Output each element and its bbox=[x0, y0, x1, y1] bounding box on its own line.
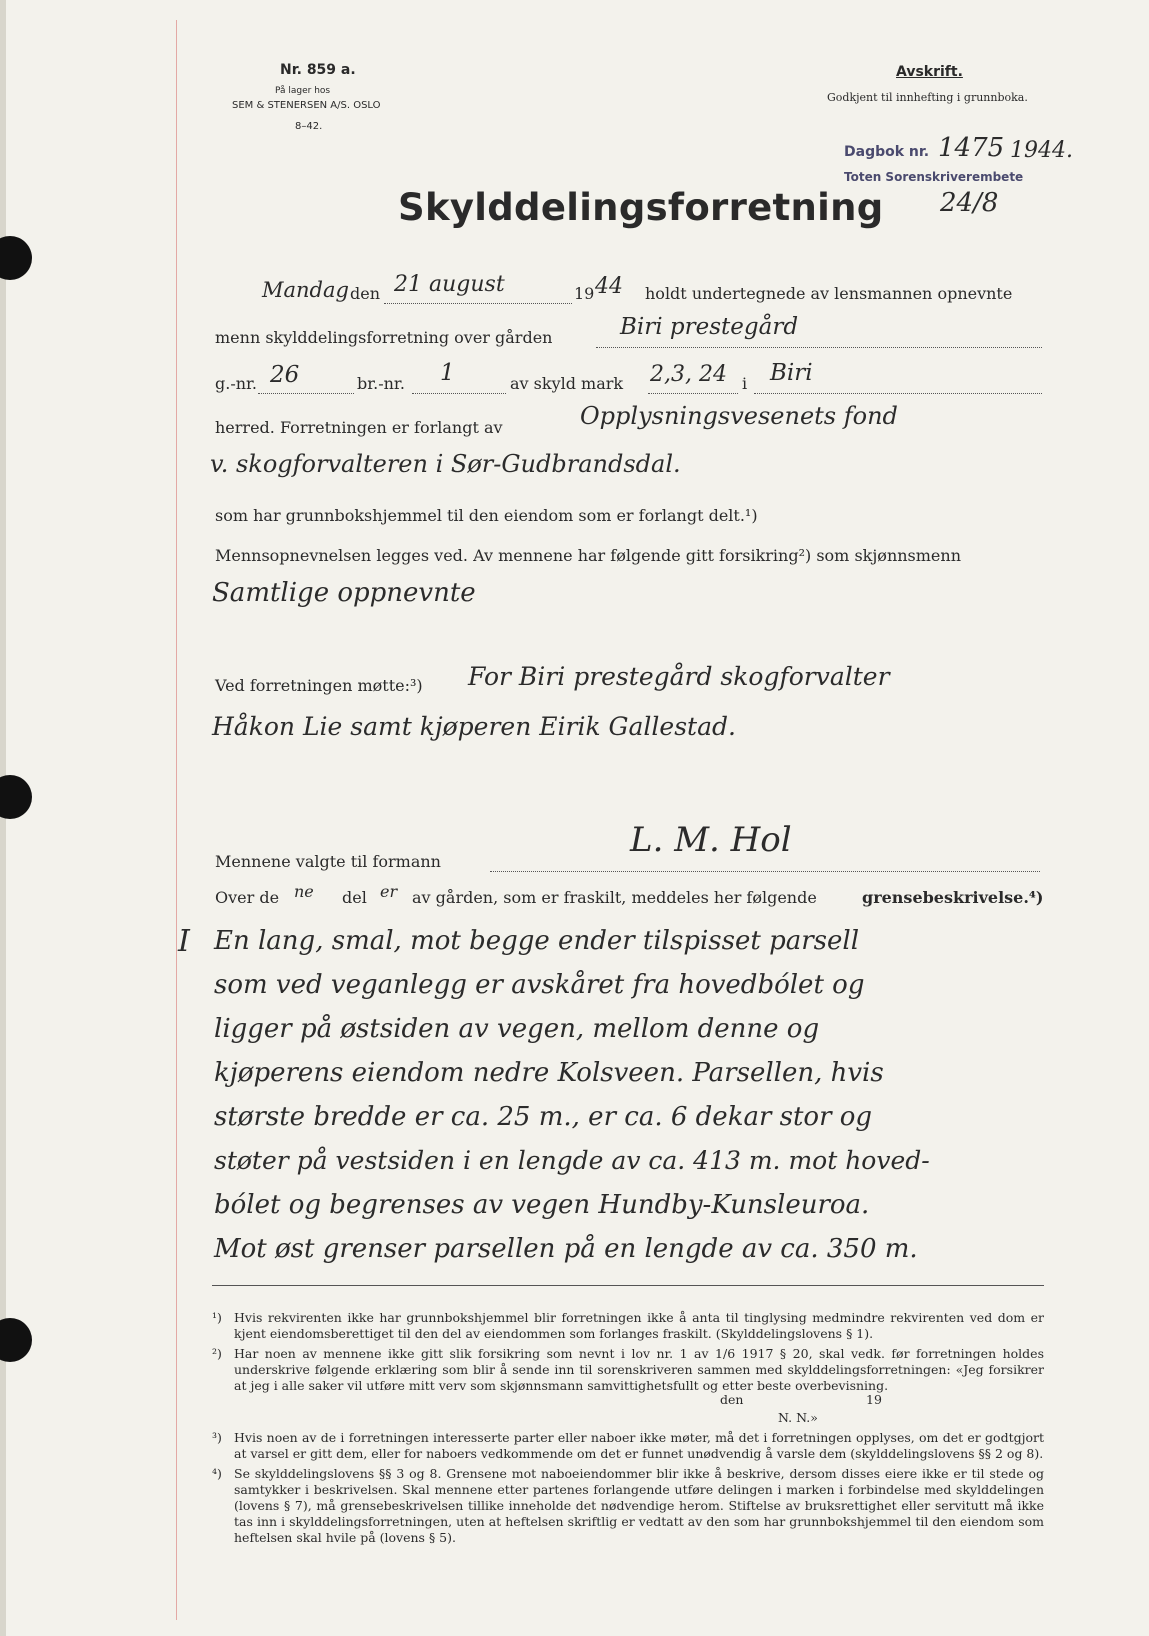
bnr-label: br.-nr. bbox=[357, 374, 405, 393]
form-number: Nr. 859 a. bbox=[280, 62, 356, 78]
description-line: kjøperens eiendom nedre Kolsveen. Parsellen, hvis bbox=[214, 1058, 884, 1088]
footnotes bbox=[212, 1310, 1044, 1550]
approved-text: Godkjent til innhefting i grunnboka. bbox=[827, 91, 1028, 104]
held-text: holdt undertegnede av lensmannen opnevnte bbox=[645, 284, 1013, 303]
footnote bbox=[212, 1310, 1044, 1342]
description-line: ligger på østsiden av vegen, mellom denne og bbox=[214, 1014, 820, 1044]
herred-name: Biri bbox=[770, 360, 813, 386]
met-line-2: Håkon Lie samt kjøperen Eirik Gallestad. bbox=[212, 712, 736, 741]
footnote-mark: ⁴) bbox=[212, 1466, 222, 1481]
description-line: bólet og begrenses av vegen Hundby-Kunsleuroa. bbox=[214, 1190, 870, 1220]
opnevnelse-text: Mennsopnevnelsen legges ved. Av mennene har følgende gitt forsikring²) som skjønnsmenn bbox=[215, 546, 962, 565]
footnote-den: den bbox=[720, 1392, 744, 1407]
skyld-label: av skyld mark bbox=[510, 374, 624, 393]
boundary-heading-bold: grensebeskrivelse.⁴) bbox=[862, 888, 1044, 907]
folio-number: 24/8 bbox=[940, 188, 999, 218]
footnote-nn: N. N.» bbox=[778, 1410, 818, 1425]
requester-line-2: v. skogforvalteren i Sør-Gudbrandsdal. bbox=[210, 450, 681, 478]
bnr-dots bbox=[412, 392, 506, 394]
i-label: i bbox=[742, 374, 748, 393]
business-text: menn skylddelingsforretning over gården bbox=[215, 328, 553, 347]
sworn-men: Samtlige oppnevnte bbox=[212, 578, 476, 608]
diary-number: 1475 bbox=[938, 133, 1005, 163]
footnote-text: Hvis noen av de i forretningen interesserte parter eller naboer ikke møter, må det i forretningen opplyses, om det er godtgjort at varsel er gitt dem, eller for naboers vedkommende om det er funnet unødvendig å varsle dem (skylddelingslovens §§ 2 og 8). bbox=[234, 1430, 1044, 1461]
punch-hole-middle bbox=[0, 775, 32, 819]
document-title: Skylddelingsforretning bbox=[398, 186, 884, 229]
gnr-label: g.-nr. bbox=[215, 374, 258, 393]
footnote-mark: ³) bbox=[212, 1430, 222, 1445]
farm-dots bbox=[596, 346, 1042, 348]
section-numeral: I bbox=[178, 924, 190, 959]
year-suffix: 44 bbox=[595, 274, 623, 299]
year-prefix: 19 bbox=[574, 284, 595, 303]
farm-name: Biri prestegård bbox=[620, 314, 799, 340]
footnote bbox=[212, 1466, 1044, 1546]
footnote-text: Se skylddelingslovens §§ 3 og 8. Grensene mot naboeiendommer blir ikke å beskrive, dersom disses eiere ikke er til stede og samtykker i beskrivelsen. Skal mennene etter partenes forlangende utføre delingen i marken i forbindelse med skylddelingen (lovens § 7), må grensebeskrivelsen tillike inneholde det nødvendige herom. Stiftelse av bruksrettighet eller servitutt må ikke tas inn i skylddelingsforretningen, uten at heftelsen skriftlig er vedtatt av den som har grunnbokshjemmel til den eiendom som heftelsen skal hvile på (lovens § 5). bbox=[234, 1466, 1044, 1545]
court-office-stamp: Toten Sorenskriverembete bbox=[844, 170, 1024, 184]
weekday: Mandag bbox=[262, 278, 349, 302]
footnote-year: 19 bbox=[866, 1392, 882, 1407]
chairman-label: Mennene valgte til formann bbox=[215, 852, 441, 871]
footnote-signature-space bbox=[212, 1398, 1044, 1430]
den-label: den bbox=[350, 284, 381, 303]
copy-label: Avskrift. bbox=[896, 64, 963, 80]
gnr-value: 26 bbox=[270, 362, 300, 388]
description-line: største bredde er ca. 25 m., er ca. 6 dekar stor og bbox=[214, 1102, 873, 1132]
requester-line-1: Opplysningsvesenets fond bbox=[580, 402, 898, 430]
diary-year: 1944. bbox=[1010, 138, 1073, 163]
footnote-separator bbox=[212, 1285, 1044, 1286]
description-line: støter på vestsiden i en lengde av ca. 413 m. mot hoved- bbox=[214, 1146, 930, 1175]
chairman-name: L. M. Hol bbox=[630, 820, 792, 860]
diary-stamp-prefix: Dagbok nr. bbox=[844, 144, 930, 160]
footnote-mark: ²) bbox=[212, 1346, 222, 1361]
red-margin-line bbox=[176, 20, 177, 1620]
punch-hole-bottom bbox=[0, 1318, 32, 1362]
footnote-text: Hvis rekvirenten ikke har grunnbokshjemmel blir forretningen ikke å anta til tinglysing medmindre rekvirenten ved dom er kjent eiendomsberettiget til den del av eiendommen som forlanges fraskilt. (Skylddelingslovens § 1). bbox=[234, 1310, 1044, 1341]
footnote-text: Har noen av mennene ikke gitt slik forsikring som nevnt i lov nr. 1 av 1/6 1917 § 20, skal vedk. før forretningen holdes underskrive følgende erklæring som blir å sende inn til sorenskriveren sammen med skylddelingsforretningen: «Jeg forsikrer at jeg i alle saker vil utføre mitt verv som skjønnsmann samvittighetsfullt og etter beste overbevisning. bbox=[234, 1346, 1044, 1393]
publisher-line-2: SEM & STENERSEN A/S. OSLO bbox=[232, 100, 381, 111]
description-line: som ved veganlegg er avskåret fra hovedbólet og bbox=[214, 970, 865, 1000]
punch-hole-top bbox=[0, 236, 32, 280]
skyld-value: 2,3, 24 bbox=[650, 362, 727, 387]
description-line: En lang, smal, mot begge ender tilspisset parsell bbox=[214, 926, 860, 956]
over-de-suffix: ne bbox=[294, 882, 314, 901]
boundary-text: av gården, som er fraskilt, meddeles her følgende bbox=[412, 888, 817, 907]
date-day-month: 21 august bbox=[394, 272, 505, 297]
bnr-value: 1 bbox=[440, 360, 455, 386]
del-label: del bbox=[342, 888, 367, 907]
met-label: Ved forretningen møtte:³) bbox=[215, 676, 423, 695]
skyld-dots bbox=[648, 392, 738, 394]
gnr-dots bbox=[258, 392, 354, 394]
chairman-dots bbox=[490, 870, 1040, 872]
del-suffix: er bbox=[380, 882, 398, 901]
met-line-1: For Biri prestegård skogforvalter bbox=[468, 662, 890, 691]
date-dots bbox=[384, 302, 572, 304]
hjemmel-text: som har grunnbokshjemmel til den eiendom som er forlangt delt.¹) bbox=[215, 506, 758, 525]
footnote bbox=[212, 1430, 1044, 1462]
herred-dots bbox=[754, 392, 1042, 394]
print-date: 8–42. bbox=[295, 121, 323, 132]
footnote-mark: ¹) bbox=[212, 1310, 222, 1325]
footnote bbox=[212, 1346, 1044, 1394]
over-de-label: Over de bbox=[215, 888, 280, 907]
herred-text: herred. Forretningen er forlangt av bbox=[215, 418, 503, 437]
publisher-line-1: På lager hos bbox=[275, 86, 331, 96]
description-line: Mot øst grenser parsellen på en lengde av ca. 350 m. bbox=[214, 1234, 918, 1264]
